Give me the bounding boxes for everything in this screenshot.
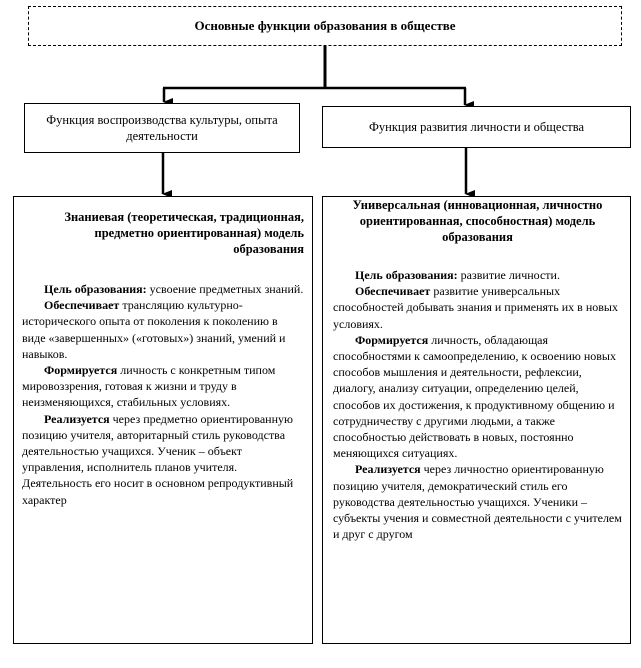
culture-reproduction-function-label: Функция воспроизводства культуры, опыта деятельности: [46, 113, 278, 143]
universal-model-realized: [333, 461, 622, 542]
knowledge-model-ensures: [22, 297, 304, 362]
ensures-lead: Обеспечивает: [44, 298, 120, 313]
forms-lead: Формируется: [355, 332, 429, 347]
realized-text: через предметно ориентированную позицию учителя, авторитарный стиль руководства деятельностью учащихся. Ученик – объект управления, исполнитель планов учителя. Деятельность его носит в основном репродуктивный характер: [22, 411, 294, 507]
realized-text: через личностно ориентированную позицию учителя, демократический стиль его руководства деятельностью учащихся. Ученики – субъекты учения и совместной деятельности с учителем и друг с другом: [333, 462, 622, 542]
ensures-text: трансляцию культурно-исторического опыта от поколения к поколению в виде «завершенных» («готовых») знаний, умений и навыков.: [22, 298, 286, 361]
realized-lead: Реализуется: [44, 411, 110, 426]
forms-text: личность с конкретным типом мировоззрения, готовая к жизни и труду в неизменяющихся, стабильных условиях.: [22, 363, 276, 410]
ensures-text: развитие универсальных способностей добывать знания и применять их в новых условиях.: [333, 284, 618, 331]
goal-lead: Цель образования:: [355, 268, 458, 282]
universal-model-ensures: [333, 283, 622, 332]
culture-reproduction-function-box: [24, 103, 300, 153]
universal-model-title: Универсальная (инновационная, личностно ориентированная, способностная) модель образования: [352, 198, 603, 244]
knowledge-model-goal: [22, 281, 304, 297]
goal-lead: Цель образования:: [44, 282, 147, 296]
universal-model-goal: [333, 267, 622, 283]
knowledge-model-box: [13, 196, 313, 644]
universal-model-box: [322, 196, 631, 644]
knowledge-model-forms: [22, 362, 304, 411]
main-functions-title: Основные функции образования в обществе: [194, 18, 456, 33]
knowledge-model-title: Знаниевая (теоретическая, традиционная, предметно ориентированная) модель образования: [64, 210, 304, 256]
knowledge-model-realized: [22, 411, 304, 508]
goal-text: развитие личности.: [457, 268, 560, 282]
forms-lead: Формируется: [44, 363, 118, 378]
main-functions-box: [28, 6, 622, 46]
personality-development-function-label: Функция развития личности и общества: [369, 119, 584, 134]
realized-lead: Реализуется: [355, 462, 421, 477]
goal-text: усвоение предметных знаний.: [146, 282, 304, 296]
forms-text: личность, обладающая способностями к самоопределению, к освоению новых способов мышления и деятельности, рефлексии, диалогу, анализу ситуации, определению целей, способов их достижения, к продуктивному общению и сотрудничеству с другими людьми, а также способностью действовать в новых, постоянно меняющихся ситуациях.: [333, 332, 616, 461]
universal-model-forms: [333, 332, 622, 462]
ensures-lead: Обеспечивает: [355, 284, 431, 299]
personality-development-function-box: [322, 106, 631, 148]
